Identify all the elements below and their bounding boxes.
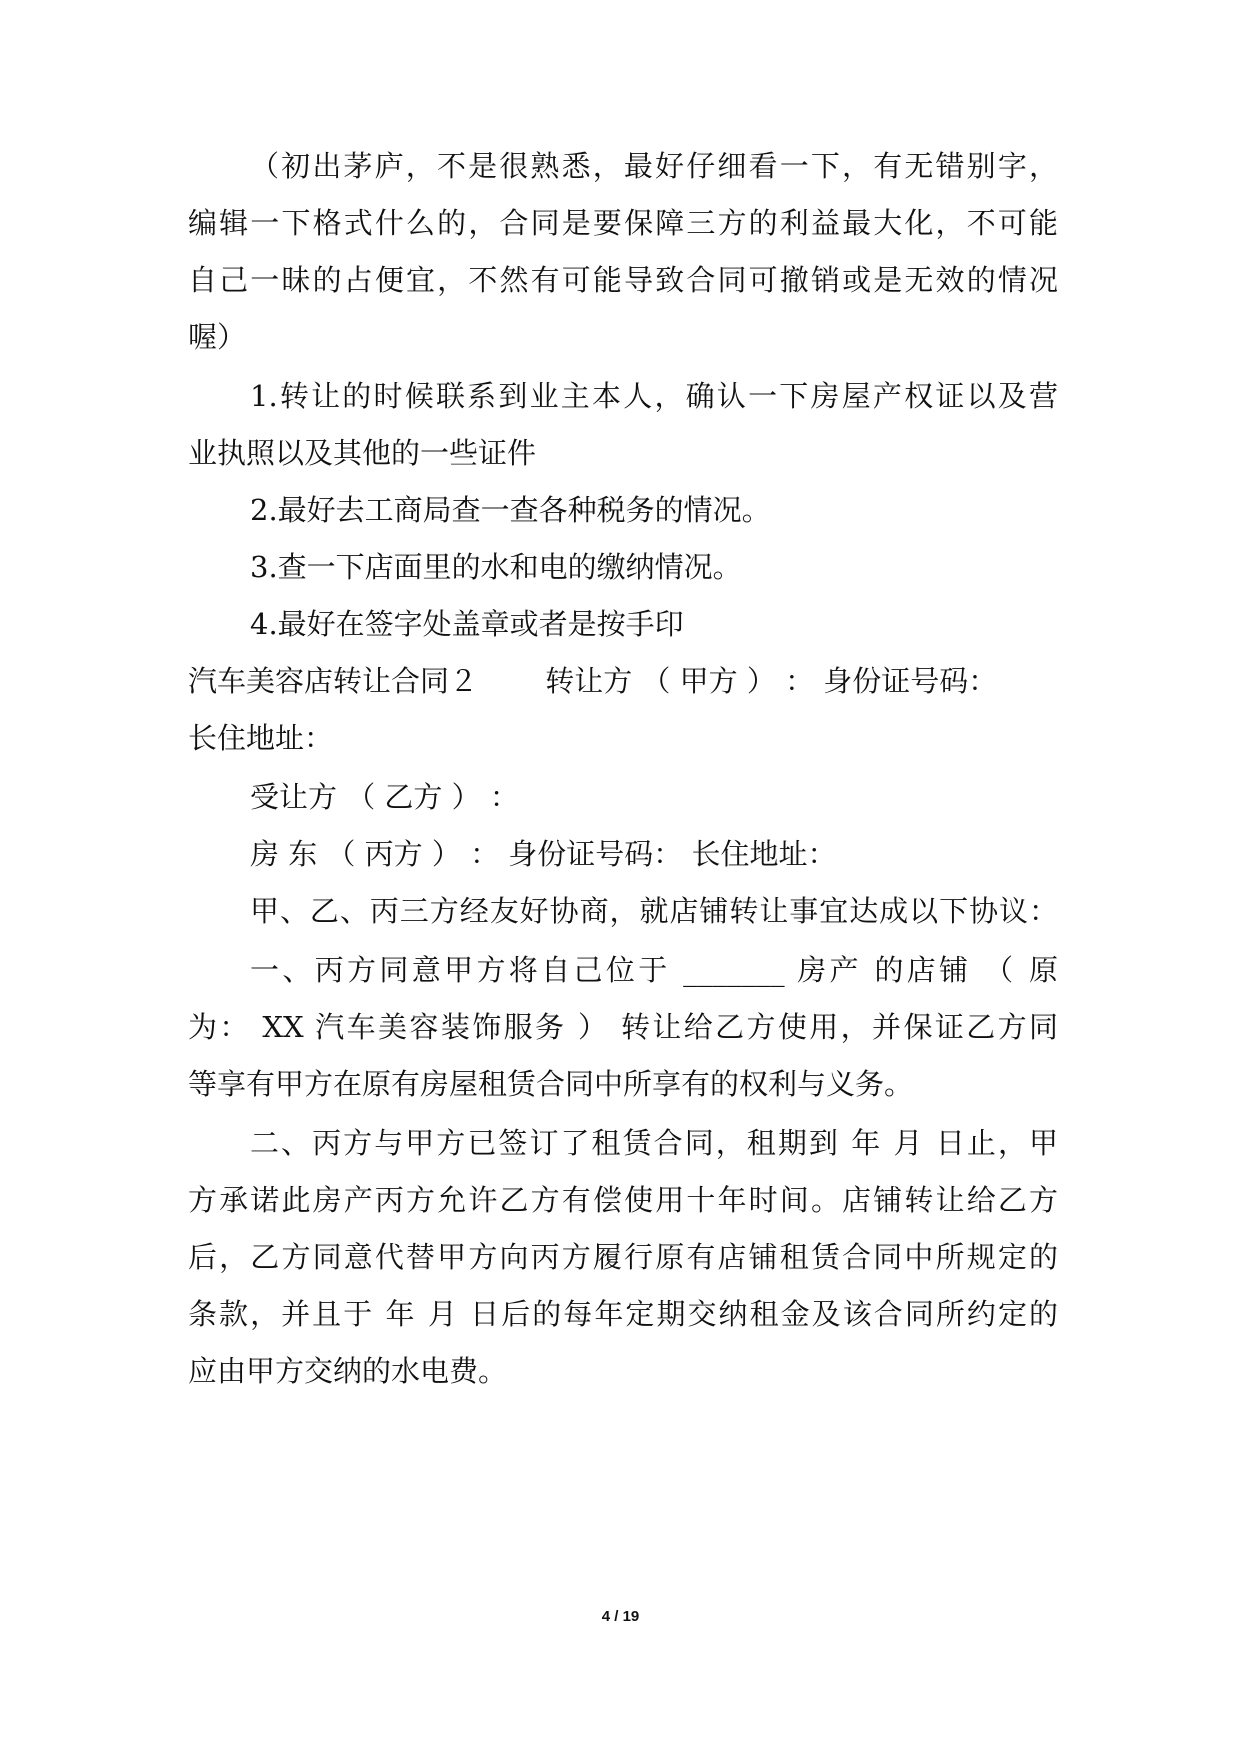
party-field-line: 受让方 （ 乙方 ） ： (250, 780, 519, 814)
list-item-line: 2.最好去工商局查一查各种税务的情况。 (250, 493, 771, 527)
paragraph-line: 一、丙方同意甲方将自己位于 _______ 房产 的店铺 （ 原 (250, 953, 1058, 987)
paragraph-line: 条款，并且于 年 月 日后的每年定期交纳租金及该合同所约定的 (188, 1297, 1058, 1331)
list-item-line: 1.转让的时候联系到业主本人，确认一下房屋产权证以及营 (250, 379, 1058, 413)
paragraph-line: 二、丙方与甲方已签订了租赁合同，租期到 年 月 日止，甲 (250, 1126, 1058, 1160)
party-field-line: 房 东 （ 丙方 ） ： 身份证号码： 长住地址： (250, 837, 837, 871)
paragraph-line: 甲、乙、丙三方经友好协商，就店铺转让事宜达成以下协议： (250, 894, 1058, 928)
paragraph-line: 后，乙方同意代替甲方向丙方履行原有店铺租赁合同中所规定的 (188, 1240, 1058, 1274)
paragraph-line: 自己一昧的占便宜，不然有可能导致合同可撤销或是无效的情况 (188, 263, 1058, 297)
list-item-line: 业执照以及其他的一些证件 (188, 436, 537, 470)
contract-title-line: 汽车美容店转让合同２ 转让方 （ 甲方 ） ： 身份证号码： (188, 664, 998, 698)
paragraph-line: （初出茅庐，不是很熟悉，最好仔细看一下，有无错别字， (250, 149, 1058, 183)
paragraph-line: 喔） (188, 320, 247, 354)
list-item-line: 3.查一下店面里的水和电的缴纳情况。 (250, 550, 742, 584)
page-number: 4 / 19 (601, 1608, 640, 1625)
paragraph-line: 方承诺此房产丙方允许乙方有偿使用十年时间。店铺转让给乙方 (188, 1183, 1058, 1217)
paragraph-line: 应由甲方交纳的水电费。 (188, 1354, 508, 1388)
paragraph-line: 编辑一下格式什么的，合同是要保障三方的利益最大化，不可能 (188, 206, 1058, 240)
paragraph-line: 等享有甲方在原有房屋租赁合同中所享有的权利与义务。 (188, 1067, 914, 1101)
paragraph-line: 为： XX 汽车美容装饰服务 ） 转让给乙方使用，并保证乙方同 (188, 1010, 1058, 1044)
party-field-line: 长住地址： (188, 721, 334, 755)
list-item-line: 4.最好在签字处盖章或者是按手印 (250, 607, 684, 641)
